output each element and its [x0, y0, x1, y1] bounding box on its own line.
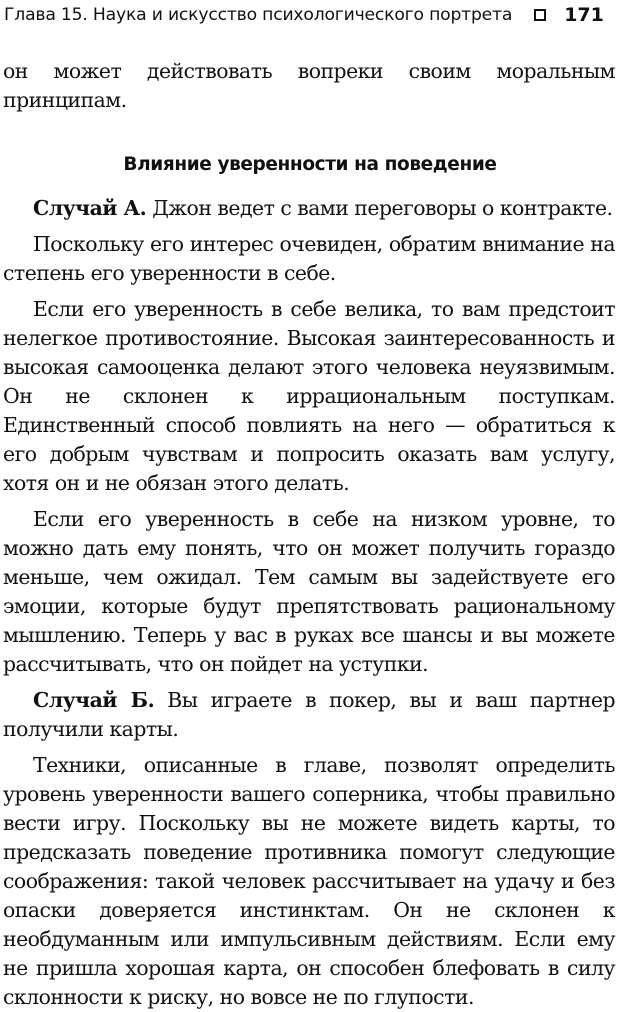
main-text [3, 194, 615, 1012]
continuation-block [3, 57, 615, 115]
paragraph-high-confidence: Если его уверенность в себе велика, то вам предстоит нелегкое противостояние. Высокая заинтересованность и высокая самооценка делают этого человека неуязвимым. Он не склонен к иррациональным поступкам. Единственный способ повлиять на него — обратиться к его добрым чувствам и попросить оказать вам услугу, хотя он и не обязан этого делать. [3, 297, 615, 495]
case-a-text: Джон ведет с вами переговоры о контракте. [146, 196, 613, 220]
paragraph-low-confidence: Если его уверенность в себе на низком уровне, то можно дать ему понять, что он может получить гораздо меньше, чем ожидал. Тем самым вы задействуете его эмоции, которые будут препятствовать рациональному мышлению. Теперь у вас в руках все шансы и вы можете рассчитывать, что он пойдет на уступки. [3, 507, 615, 676]
continuation-paragraph: он может действовать вопреки своим моральным принципам. [3, 59, 615, 112]
page-number: 171 [564, 4, 604, 26]
case-b-text: Вы играете в покер, вы и ваш партнер получили карты. [3, 688, 615, 741]
case-b-label: Случай Б. [33, 688, 155, 712]
square-bullet-icon [534, 9, 546, 21]
case-b-paragraph [3, 686, 615, 744]
section-heading: Влияние уверенности на поведение [123, 154, 497, 175]
paragraph-poker-techniques: Техники, описанные в главе, позволят определить уровень уверенности вашего соперника, чтобы правильно вести игру. Поскольку вы не можете видеть карты, то предсказать поведение противника помогут следующие соображения: такой человек рассчитывает на удачу и без опаски доверяется инстинктам. Он не склонен к необдуманным или импульсивным действиям. Если ему не пришла хорошая карта, он способен блефовать в силу склонности к риску, но вовсе не по глупости. [3, 753, 615, 1009]
case-a-paragraph [3, 194, 615, 223]
running-title: Глава 15. Наука и искусство психологического портрета [4, 5, 513, 25]
running-header [4, 2, 612, 28]
paragraph-interest: Поскольку его интерес очевиден, обратим внимание на степень его уверенности в себе. [3, 232, 615, 285]
case-a-label: Случай А. [33, 196, 147, 220]
